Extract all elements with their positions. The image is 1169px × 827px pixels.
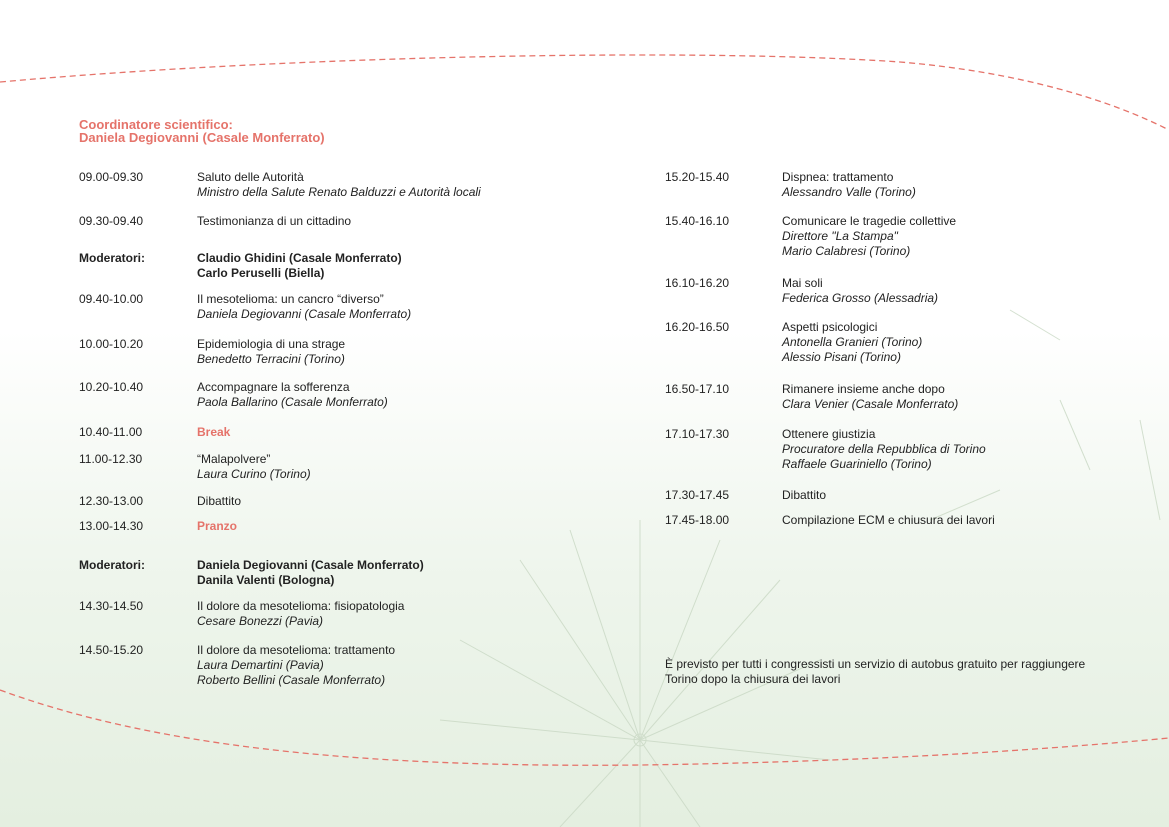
session-title: Il dolore da mesotelioma: trattamento [197,643,396,657]
session-speaker: Ministro della Salute Renato Balduzzi e Autorità locali [197,185,481,199]
session-title: Aspetti psicologici [782,320,878,334]
session-speaker: Benedetto Terracini (Torino) [197,352,345,366]
session-title: Dispnea: trattamento [782,170,894,184]
session-title: Ottenere giustizia [782,427,876,441]
session-details [782,276,938,306]
session-speaker: Federica Grosso (Alessadria) [782,291,939,305]
session-speaker: Alessio Pisani (Torino) [782,350,901,364]
moderators-label: Moderatori: [79,251,145,265]
session-details [197,599,404,629]
time-slot: 11.00-12.30 [79,452,143,466]
session-speaker: Raffaele Guariniello (Torino) [782,457,932,471]
time-slot: 17.45-18.00 [665,513,730,527]
coordinator-heading [79,118,325,144]
session-details [197,337,345,367]
time-slot: 16.10-16.20 [665,276,730,290]
time-slot: 09.00-09.30 [79,170,144,184]
time-slot: 16.50-17.10 [665,382,730,396]
session-title: Mai soli [782,276,823,290]
bottom-dashed-curve [0,690,1169,765]
session-title: Compilazione ECM e chiusura dei lavori [782,513,995,527]
session-title: Testimonianza di un cittadino [197,214,352,228]
session-speaker: Laura Demartini (Pavia) [197,658,324,672]
session-speaker: Direttore "La Stampa" [782,229,898,243]
session-speaker: Roberto Bellini (Casale Monferrato) [197,673,386,687]
time-slot: 17.30-17.45 [665,488,730,502]
lunch-label: Pranzo [197,519,238,533]
session-title: Il mesotelioma: un cancro “diverso” [197,292,384,306]
session-title: Comunicare le tragedie collettive [782,214,957,228]
moderator-name: Claudio Ghidini (Casale Monferrato) [197,251,402,265]
session-details [197,170,481,200]
session-details [197,494,241,509]
note-line: Torino dopo la chiusura dei lavori [665,672,841,686]
moderators-names [197,251,402,281]
session-details [782,488,826,503]
session-title: Rimanere insieme anche dopo [782,382,945,396]
time-slot: 12.30-13.00 [79,494,144,508]
session-details [197,292,411,322]
session-title: Saluto delle Autorità [197,170,304,184]
coordinator-label: Coordinatore scientifico: [79,117,233,132]
session-speaker: Procuratore della Repubblica di Torino [782,442,986,456]
session-details [782,214,956,259]
time-slot: 10.20-10.40 [79,380,144,394]
session-title: Dibattito [197,494,242,508]
session-details [782,382,958,412]
session-speaker: Mario Calabresi (Torino) [782,244,911,258]
time-slot: 15.20-15.40 [665,170,730,184]
session-details [782,513,995,528]
session-details [782,320,922,365]
session-details [782,427,986,472]
moderator-name: Daniela Degiovanni (Casale Monferrato) [197,558,424,572]
moderator-name: Danila Valenti (Bologna) [197,573,335,587]
session-details [197,452,311,482]
time-slot: 09.40-10.00 [79,292,144,306]
session-speaker: Laura Curino (Torino) [197,467,311,481]
time-slot: 09.30-09.40 [79,214,144,228]
session-details [197,425,230,440]
moderators-names [197,558,424,588]
session-title: Epidemiologia di una strage [197,337,346,351]
session-title: Il dolore da mesotelioma: fisiopatologia [197,599,405,613]
session-details [197,643,395,688]
session-speaker: Clara Venier (Casale Monferrato) [782,397,959,411]
session-details [197,214,351,229]
session-details [197,519,237,534]
session-title: “Malapolvere” [197,452,271,466]
session-title: Dibattito [782,488,827,502]
coordinator-name: Daniela Degiovanni (Casale Monferrato) [79,130,325,145]
session-details [197,380,388,410]
time-slot: 10.00-10.20 [79,337,144,351]
session-speaker: Alessandro Valle (Torino) [782,185,916,199]
time-slot: 17.10-17.30 [665,427,730,441]
moderator-name: Carlo Peruselli (Biella) [197,266,325,280]
session-details [782,170,916,200]
session-speaker: Cesare Bonezzi (Pavia) [197,614,324,628]
time-slot: 13.00-14.30 [79,519,144,533]
time-slot: 15.40-16.10 [665,214,730,228]
time-slot: 10.40-11.00 [79,425,143,439]
session-speaker: Daniela Degiovanni (Casale Monferrato) [197,307,412,321]
time-slot: 14.30-14.50 [79,599,144,613]
note-line: È previsto per tutti i congressisti un servizio di autobus gratuito per raggiungere [665,657,1086,671]
time-slot: 16.20-16.50 [665,320,730,334]
time-slot: 14.50-15.20 [79,643,144,657]
session-speaker: Paola Ballarino (Casale Monferrato) [197,395,388,409]
session-title: Accompagnare la sofferenza [197,380,350,394]
bus-service-note [665,657,1135,687]
moderators-label: Moderatori: [79,558,145,572]
break-label: Break [197,425,231,439]
session-speaker: Antonella Granieri (Torino) [782,335,923,349]
